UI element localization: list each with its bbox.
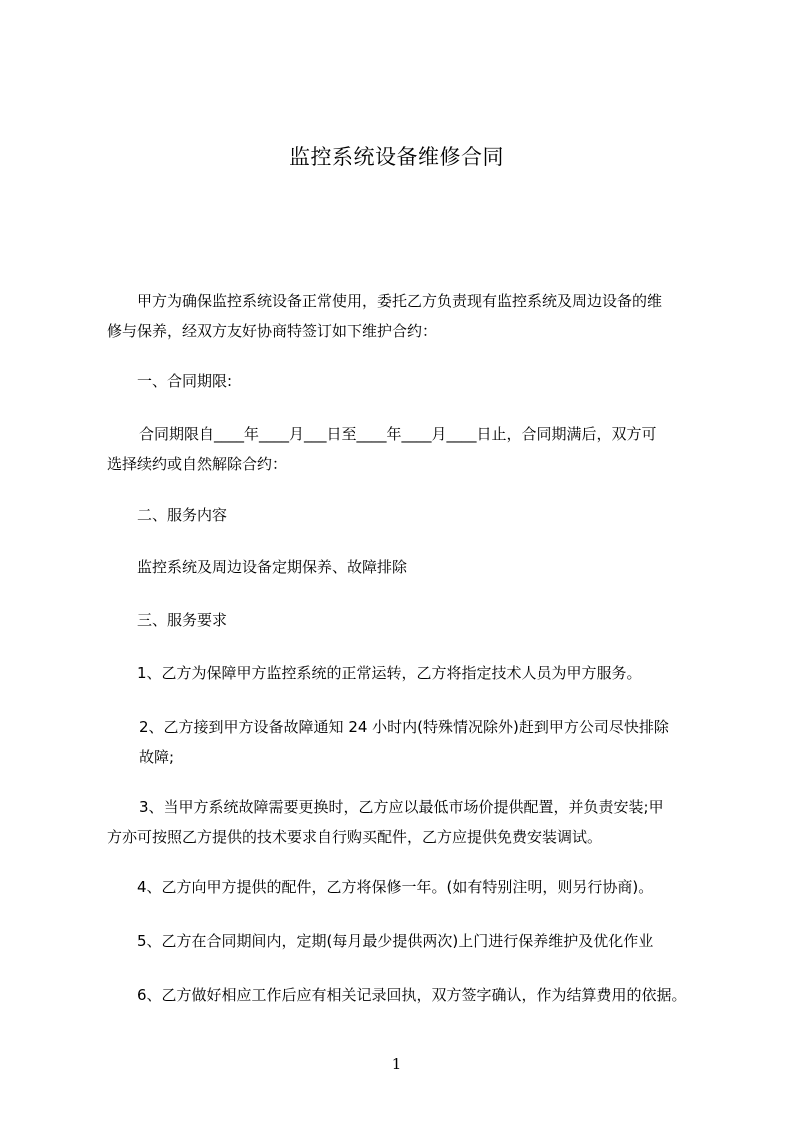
requirement-item-2-line-1: 2、乙方接到甲方设备故障通知 24 小时内(特殊情况除外)赶到甲方公司尽快排除 [139,718,669,736]
section-1-heading: 一、合同期限: [137,372,233,390]
section-2-heading: 二、服务内容 [137,506,228,524]
page-number: 1 [391,1055,402,1073]
document-title: 监控系统设备维修合同 [289,145,504,169]
requirement-item-3-line-2: 方亦可按照乙方提供的技术要求自行购买配件，乙方应提供免费安装调试。 [107,828,603,846]
requirement-item-2-line-2: 故障; [139,748,175,766]
requirement-item-2 [139,712,669,772]
intro-line-1: 甲方为确保监控系统设备正常使用，委托乙方负责现有监控系统及周边设备的维 [137,292,663,310]
requirement-item-3-line-1: 3、当甲方系统故障需要更换时，乙方应以最低市场价提供配置，并负责安装;甲 [139,798,664,816]
section-1-line-2: 选择续约或自然解除合约： [107,455,288,473]
section-2-body: 监控系统及周边设备定期保养、故障排除 [137,558,408,576]
intro-paragraph [107,286,663,346]
requirement-item-4: 4、乙方向甲方提供的配件，乙方将保修一年。(如有特别注明，则另行协商)。 [137,878,654,896]
section-1-paragraph [107,419,657,479]
section-3-heading: 三、服务要求 [137,611,228,629]
requirement-item-3 [107,792,664,852]
requirement-item-6: 6、乙方做好相应工作后应有相关记录回执，双方签字确认，作为结算费用的依据。 [137,986,687,1004]
section-1-line-1: 合同期限自____年____月___日至____年____月____日止，合同期满后，双方可 [139,425,657,443]
requirement-item-1: 1、乙方为保障甲方监控系统的正常运转，乙方将指定技术人员为甲方服务。 [137,664,642,682]
requirement-item-5: 5、乙方在合同期间内，定期(每月最少提供两次)上门进行保养维护及优化作业 [137,932,654,950]
intro-line-2: 修与保养，经双方友好协商特签订如下维护合约： [107,322,438,340]
